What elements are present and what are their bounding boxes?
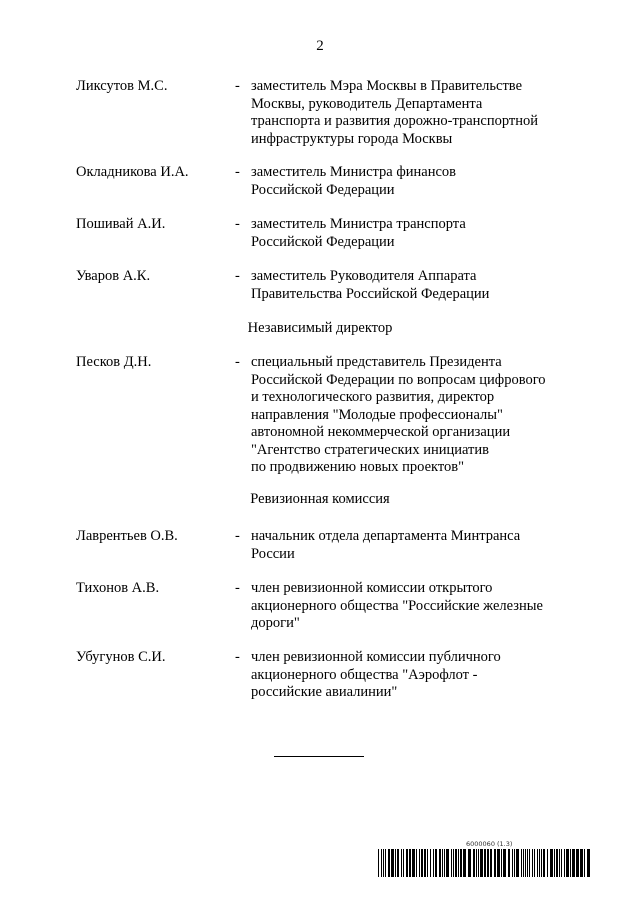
role-line: инфраструктуры города Москвы bbox=[251, 130, 453, 147]
separator-dash: - bbox=[235, 580, 240, 596]
member-role bbox=[251, 216, 571, 251]
role-line: член ревизионной комиссии публичного bbox=[251, 649, 501, 665]
role-line: заместитель Министра транспорта bbox=[251, 216, 466, 232]
member-name: Ликсутов М.С. bbox=[76, 78, 168, 94]
member-name: Тихонов А.В. bbox=[76, 580, 160, 596]
member-role bbox=[251, 78, 571, 148]
role-line: и технологического развития, директор bbox=[251, 389, 495, 405]
member-name: Пошивай А.И. bbox=[76, 216, 166, 232]
role-line: заместитель Мэра Москвы в Правительстве bbox=[251, 78, 523, 94]
role-line: дороги" bbox=[251, 615, 300, 631]
role-line: транспорта и развития дорожно-транспортной bbox=[251, 113, 539, 129]
member-name: Окладникова И.А. bbox=[76, 164, 189, 180]
role-line: заместитель Руководителя Аппарата bbox=[251, 268, 477, 284]
role-line: Российской Федерации по вопросам цифрового bbox=[251, 371, 546, 388]
role-line: акционерного общества "Российские железные bbox=[251, 597, 543, 614]
role-line: заместитель Министра финансов bbox=[251, 164, 456, 180]
page-number: 2 bbox=[316, 38, 324, 54]
separator-dash: - bbox=[235, 216, 240, 232]
separator-dash: - bbox=[235, 528, 240, 544]
role-line: специальный представитель Президента bbox=[251, 354, 502, 370]
section-heading: Независимый директор bbox=[247, 320, 393, 336]
member-role bbox=[251, 268, 571, 303]
separator-dash: - bbox=[235, 78, 240, 94]
role-line: российские авиалинии" bbox=[251, 684, 398, 700]
role-line: начальник отдела департамента Минтранса bbox=[251, 528, 521, 544]
member-role bbox=[251, 580, 571, 633]
separator-dash: - bbox=[235, 268, 240, 284]
end-rule bbox=[274, 756, 364, 757]
role-line: Москвы, руководитель Департамента bbox=[251, 95, 483, 112]
member-name: Песков Д.Н. bbox=[76, 354, 152, 370]
member-role bbox=[251, 528, 571, 563]
member-role bbox=[251, 354, 571, 477]
member-name: Убугунов С.И. bbox=[76, 649, 166, 665]
separator-dash: - bbox=[235, 649, 240, 665]
separator-dash: - bbox=[235, 164, 240, 180]
section-heading: Ревизионная комиссия bbox=[250, 491, 390, 507]
member-name: Уваров А.К. bbox=[76, 268, 151, 284]
role-line: Российской Федерации bbox=[251, 233, 395, 250]
document-stamp-code: 6000060 (1.3) bbox=[466, 840, 513, 848]
separator-dash: - bbox=[235, 354, 240, 370]
barcode-image bbox=[378, 849, 590, 877]
role-line: "Агентство стратегических инициатив bbox=[251, 441, 489, 458]
role-line: член ревизионной комиссии открытого bbox=[251, 580, 493, 596]
role-line: Правительства Российской Федерации bbox=[251, 285, 490, 302]
role-line: акционерного общества "Аэрофлот - bbox=[251, 666, 478, 683]
role-line: Российской Федерации bbox=[251, 181, 395, 198]
role-line: России bbox=[251, 545, 295, 562]
member-role bbox=[251, 164, 571, 199]
role-line: направления "Молодые профессионалы" bbox=[251, 406, 503, 423]
role-line: автономной некоммерческой организации bbox=[251, 424, 511, 440]
member-name: Лаврентьев О.В. bbox=[76, 528, 178, 544]
role-line: по продвижению новых проектов" bbox=[251, 459, 465, 475]
member-role bbox=[251, 649, 571, 702]
